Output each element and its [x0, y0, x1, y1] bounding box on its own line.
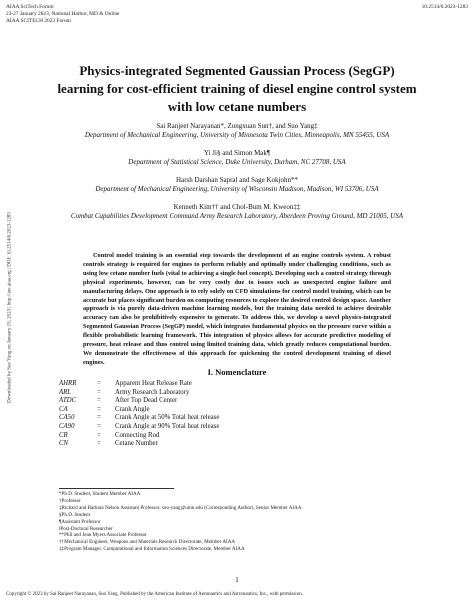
nomenclature-abbr: CA: [59, 405, 68, 413]
doi-label[interactable]: 10.2514/6.2023-1283: [421, 4, 468, 10]
equals-sign: =: [97, 431, 101, 439]
footnotes: [59, 491, 301, 553]
equals-sign: =: [97, 380, 101, 387]
nomenclature-abbr: CA90: [59, 422, 75, 430]
nomenclature-def: Apparent Heat Release Rate: [115, 380, 192, 387]
title-line: learning for cost-efficient training of diesel engine control system: [57, 81, 417, 96]
author-block: [30, 203, 444, 221]
header-line: AIAA SciTech Forum: [6, 4, 54, 10]
author-names: Harsh Darshan Sapra‖ and Sage Kokjohn**: [176, 176, 298, 184]
footnote: ††Mechanical Engineer, Weapons and Materials Research Directorate, Member AIAA: [59, 539, 236, 546]
paper-title: [40, 62, 434, 116]
nomenclature-row: [59, 406, 219, 415]
nomenclature-row: [59, 440, 219, 449]
equals-sign: =: [97, 440, 101, 448]
equals-sign: =: [97, 388, 101, 396]
nomenclature-abbr: AHRR: [59, 380, 77, 387]
author-names: Kenneth Kim†† and Chol-Bum M. Kweon‡‡: [173, 203, 301, 211]
author-affiliation: Department of Mechanical Engineering, University of Wisconsin Madison, Madison, WI 53706, USA: [95, 185, 379, 193]
author-block: [30, 176, 444, 194]
footnote: ‖Post-Doctoral Researcher: [59, 525, 113, 532]
nomenclature-def: Crank Angle: [115, 405, 150, 413]
abstract: Control model training is an essential step towards the development of an engine controls system. A robust controls strategy is required for engines to perform reliably and optimally under challenging conditions, such as using low cetane number fuels (vital to achieving a single fuel concept). Developing such a control strategy through physical experiments, however, can be very costly due to issues such as unexpected engine failure and manufacturing delays. One approach is to rely solely on CFD simulations for control model training, which can be accurate but places significant burden on computing resources to explore the desired control design space. Another approach is via purely data-driven machine learning models, but the training data needed to achieve desirable accuracy can also be prohibitively expensive to generate. To address this, we develop a novel physics-integrated Segmented Gaussian Process (SegGP) model, which integrates fundamental physics on the pressure curve within a flexible probabilistic learning framework. This integration of physics allows for accurate predictive modeling of pressure, heat release and thus control using limited training data, which greatly reduces computational burden. We demonstrate the effectiveness of this approach for quickening the control development training of diesel engines.: [83, 252, 391, 366]
equals-sign: =: [97, 405, 101, 413]
nomenclature-abbr: ARL: [59, 388, 72, 396]
header-line: AIAA SCITECH 2023 Forum: [6, 18, 71, 24]
nomenclature-def: After Top Dead Center: [115, 397, 178, 405]
nomenclature-row: [59, 423, 219, 432]
nomenclature-abbr: CN: [59, 440, 69, 448]
footnote: ‡‡Program Manager, Computational and Information Sciences Directorate, Member AIAA: [59, 546, 245, 553]
equals-sign: =: [97, 414, 101, 422]
nomenclature-list: [59, 380, 219, 449]
nomenclature-def: Cetane Number: [115, 440, 158, 448]
nomenclature-row: [59, 432, 219, 441]
title-line: with low cetane numbers: [167, 99, 307, 114]
nomenclature-row: [59, 380, 219, 389]
page-number: 1: [235, 576, 239, 584]
nomenclature-abbr: CR: [59, 431, 68, 439]
nomenclature-def: Connecting Rod: [115, 431, 160, 439]
footnote: §Ph.D. Student: [59, 511, 90, 518]
footnote: †Professor: [59, 497, 81, 504]
author-affiliation: Department of Mechanical Engineering, University of Minnesota Twin Cities, Minneapolis, MN 55455, USA: [84, 131, 390, 139]
author-block: [30, 149, 444, 167]
nomenclature-row: [59, 414, 219, 423]
footnote: **Phil and Jean Myers Associate Professor: [59, 532, 147, 539]
author-names: Sai Ranjeet Narayanan*, Zongxuan Sun†, and Suo Yang‡: [156, 122, 318, 130]
author-names: Yi Ji§ and Simon Mak¶: [203, 149, 271, 157]
nomenclature-def: Crank Angle at 90% Total heat release: [115, 422, 220, 430]
equals-sign: =: [97, 422, 101, 430]
author-affiliation: Department of Statistical Science, Duke University, Durham, NC 27708, USA: [128, 158, 346, 166]
author-affiliation: Combat Capabilities Development Command Army Research Laboratory, Aberdeen Proving Ground, MD 21005, USA: [70, 212, 404, 220]
author-block: [30, 122, 444, 140]
journal-header: [6, 4, 119, 25]
footnote: ¶Assistant Professor: [59, 518, 101, 525]
footnote-divider: [59, 488, 174, 489]
equals-sign: =: [97, 397, 101, 405]
section-heading: I. Nomenclature: [207, 367, 267, 377]
nomenclature-def: Crank Angle at 50% Total heat release: [115, 414, 220, 422]
header-line: 23-27 January 2023, National Harbor, MD & Online: [6, 11, 120, 17]
download-sidebar: Downloaded by Suo Yang on January 19, 2023 | http://arc.aiaa.org | DOI: 10.2514/6.2023-1283: [7, 212, 13, 403]
nomenclature-abbr: CA50: [59, 414, 75, 422]
nomenclature-abbr: ATDC: [59, 397, 77, 405]
nomenclature-row: [59, 397, 219, 406]
copyright-line: Copyright © 2023 by Sai Ranjeet Narayanan, Suo Yang. Published by the American Institute of Aeronautics and Astronautics, Inc., with permission.: [6, 592, 303, 597]
footnote: *Ph.D. Student, Student Member AIAA: [59, 491, 141, 497]
footnote: ‡Richard and Barbara Nelson Assistant Professor, suo-yang@umn.edu (Corresponding Author), Senior Member AIAA: [59, 504, 302, 511]
title-line: Physics-integrated Segmented Gaussian Process (SegGP): [79, 63, 395, 78]
nomenclature-row: [59, 389, 219, 398]
nomenclature-def: Army Research Laboratory: [115, 388, 190, 396]
